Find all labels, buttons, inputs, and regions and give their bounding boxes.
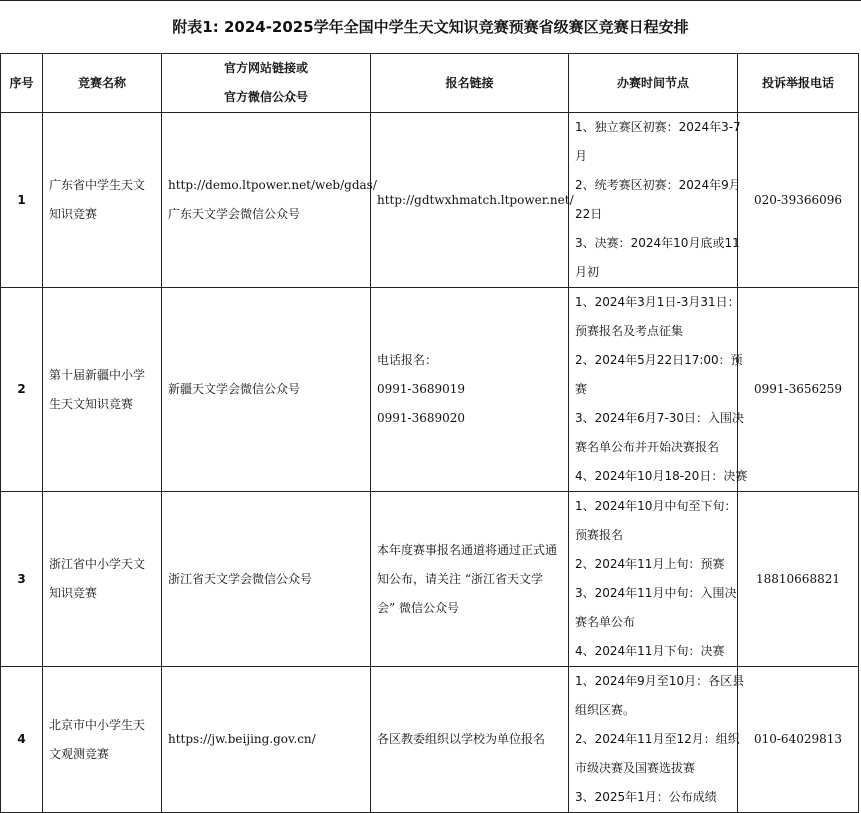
signup-link-line: 0991-3689020 — [377, 411, 466, 425]
signup-link — [371, 288, 569, 492]
official-website — [162, 113, 377, 288]
schedule-nodes-line: 2、2024年11月至12月：组织 — [575, 732, 740, 746]
schedule-nodes-line: 2、2024年5月22日17:00：预 — [575, 353, 743, 367]
signup-link-line: 电话报名： — [377, 353, 438, 367]
schedule-nodes-line: 市级决赛及国赛选拔赛 — [575, 761, 696, 775]
competition-name — [43, 667, 162, 813]
schedule-nodes-line: 1、2024年3月1日-3月31日： — [575, 295, 740, 309]
signup-link-line: 各区教委组织以学校为单位报名 — [377, 732, 546, 746]
schedule-nodes-line: 4、2024年11月下旬：决赛 — [575, 644, 725, 658]
schedule-nodes-line: 组织区赛。 — [575, 703, 636, 717]
schedule-nodes-line: 赛 — [575, 382, 588, 396]
official-website — [162, 492, 371, 667]
header-name: 竞赛名称 — [43, 54, 162, 113]
complaint-phone: 0991-3656259 — [738, 288, 859, 492]
header-website — [162, 54, 371, 113]
schedule-nodes-line: 2、统考赛区初赛：2024年9月 — [575, 178, 741, 192]
schedule-nodes-line: 月 — [575, 149, 588, 163]
table-title: 附表1: 2024-2025学年全国中学生天文知识竞赛预赛省级赛区竞赛日程安排 — [0, 0, 861, 53]
schedule-nodes-line: 赛名单公布并开始决赛报名 — [575, 440, 720, 454]
signup-link — [371, 667, 569, 813]
schedule-nodes-line: 赛名单公布 — [575, 615, 636, 629]
schedule-nodes-line: 1、2024年9月至10月：各区县 — [575, 674, 745, 688]
competition-name-line: 第十届新疆中小学 — [49, 367, 146, 382]
schedule-nodes-line: 3、2024年6月7-30日：入围决 — [575, 411, 745, 425]
signup-link-line: 知公布，请关注 “浙江省天文学 — [377, 571, 543, 586]
schedule-nodes — [569, 288, 748, 492]
header-row — [1, 54, 859, 113]
competition-name-line: 知识竞赛 — [49, 586, 98, 600]
competition-name — [43, 113, 162, 288]
schedule-nodes-line: 3、2024年11月中旬：入围决 — [575, 586, 737, 600]
schedule-nodes-line: 预赛报名 — [575, 528, 624, 542]
complaint-phone: 020-39366096 — [738, 113, 859, 288]
row-index: 1 — [1, 113, 43, 288]
official-website — [162, 288, 371, 492]
schedule-nodes-line: 月初 — [575, 265, 600, 279]
row-index: 2 — [1, 288, 43, 492]
schedule-nodes-line: 1、2024年10月中旬至下旬： — [575, 499, 737, 513]
competition-name-line: 文观测竞赛 — [49, 746, 110, 761]
complaint-phone: 010-64029813 — [738, 667, 859, 813]
schedule-nodes-line: 3、2025年1月：公布成绩 — [575, 790, 717, 804]
official-website-line[interactable]: https://jw.beijing.gov.cn/ — [168, 732, 316, 746]
signup-link-line: 本年度赛事报名通道将通过正式通 — [377, 542, 558, 557]
competition-name-line: 浙江省中小学天文 — [49, 557, 146, 571]
competition-name-line: 北京市中小学生天 — [49, 717, 146, 732]
schedule-nodes-line: 2、2024年11月上旬：预赛 — [575, 557, 725, 571]
schedule-nodes-line: 预赛报名及考点征集 — [575, 324, 684, 338]
official-website-line: 浙江省天文学会微信公众号 — [168, 571, 313, 586]
complaint-phone: 18810668821 — [738, 492, 859, 667]
row-index: 3 — [1, 492, 43, 667]
schedule-table — [0, 53, 859, 813]
signup-link — [371, 113, 574, 288]
header-phone: 投诉举报电话 — [738, 54, 859, 113]
official-website-line: 新疆天文学会微信公众号 — [168, 382, 301, 396]
signup-link-line: 会” 微信公众号 — [377, 600, 459, 615]
table-row — [1, 288, 859, 492]
schedule-nodes-line: 22日 — [575, 207, 603, 221]
table-row — [1, 667, 859, 813]
signup-link-line: 0991-3689019 — [377, 382, 466, 396]
competition-name-line: 生天文知识竞赛 — [49, 396, 134, 411]
schedule-nodes — [569, 667, 745, 813]
competition-name — [43, 492, 162, 667]
schedule-nodes — [569, 113, 741, 288]
schedule-nodes — [569, 492, 738, 667]
header-signup: 报名链接 — [371, 54, 569, 113]
header-website-line: 官方微信公众号 — [223, 90, 308, 104]
competition-name-line: 广东省中学生天文 — [49, 178, 146, 192]
signup-link — [371, 492, 569, 667]
table-row — [1, 113, 859, 288]
header-website-line: 官方网站链接或 — [223, 61, 308, 75]
competition-name — [43, 288, 162, 492]
official-website-line: 广东天文学会微信公众号 — [168, 207, 301, 221]
schedule-nodes-line: 1、独立赛区初赛：2024年3-7 — [575, 120, 741, 134]
official-website-line[interactable]: http://demo.ltpower.net/web/gdas/ — [168, 178, 377, 192]
schedule-nodes-line: 3、决赛：2024年10月底或11 — [575, 236, 740, 250]
signup-link-line[interactable]: http://gdtwxhmatch.ltpower.net/ — [377, 192, 574, 207]
table-row — [1, 492, 859, 667]
official-website — [162, 667, 371, 813]
competition-name-line: 知识竞赛 — [49, 207, 98, 221]
row-index: 4 — [1, 667, 43, 813]
schedule-nodes-line: 4、2024年10月18-20日：决赛 — [575, 469, 748, 483]
header-index: 序号 — [1, 54, 43, 113]
header-schedule: 办赛时间节点 — [569, 54, 738, 113]
